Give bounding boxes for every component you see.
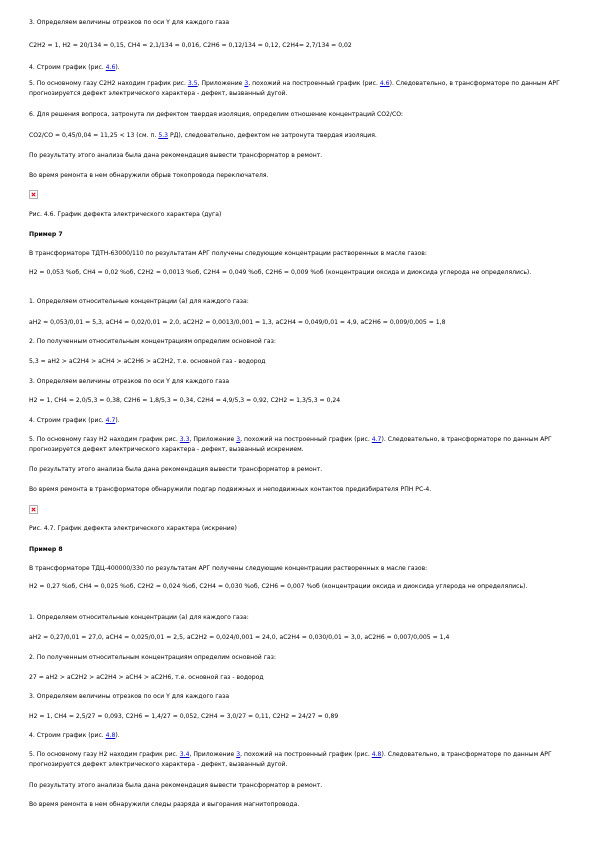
broken-image-icon: [29, 505, 38, 514]
y-segments-values: C2H2 = 1, H2 = 20/134 = 0,15, CH4 = 2,1/134 = 0,016, C2H6 = 0,12/134 = 0,12, C2H4= 2,7/134 = 0,02: [29, 42, 352, 49]
fig-link[interactable]: 4.8: [371, 751, 382, 758]
recommendation: По результату этого анализа была дана рекомендация вывести трансформатор в ремонт.: [29, 466, 323, 473]
fig-link[interactable]: 4.8: [105, 732, 116, 739]
y-segments-values: H2 = 1, CH4 = 2,5/27 = 0,093, C2H6 = 1,4/27 = 0,052, C2H4 = 3,0/27 = 0,11, C2H2 = 24/27 = 0,89: [29, 713, 339, 720]
step-3-heading: 3. Определяем величины отрезков по оси Y для каждого газа: [29, 378, 230, 385]
step-5-paragraph: 5. По основному газу H2 находим график рис. 3.3, Приложение 3, похожий на построенный график (рис. 4.7). Следовательно, в трансформаторе по данным АРГ прогнозируется дефект электрического характера - дефект, вызванный искрением.: [29, 436, 552, 453]
example-intro: В трансформаторе ТДЦ-400000/330 по результатам АРГ получены следующие концентрации растворенных в масле газов:: [29, 565, 428, 572]
repair-finding: Во время ремонта в трансформаторе обнаружили подгар подвижных и неподвижных контактов предизбирателя РПН РС-4.: [29, 486, 432, 493]
rd-section-link[interactable]: 5.3: [158, 132, 169, 139]
repair-finding: Во время ремонта в нем обнаружили следы разряда и выгорания магнитопровода.: [29, 801, 300, 808]
step-6-paragraph: 6. Для решения вопроса, затронута ли дефектом твердая изоляция, определим отношение концентраций CO2/CO:: [29, 111, 403, 118]
step-1-heading: 1. Определяем относительные концентрации (a) для каждого газа:: [29, 614, 249, 621]
step-5-paragraph: 5. По основному газу H2 находим график рис. 3.4, Приложение 3, похожий на построенный график (рис. 4.8). Следовательно, в трансформаторе по данным АРГ прогнозируется дефект электрического характера - дефект, вызванный дугой.: [29, 751, 552, 768]
step-4-paragraph: 4. Строим график (рис. 4.7).: [29, 417, 120, 424]
y-segments-values: H2 = 1, CH4 = 2,0/5,3 = 0,38, C2H6 = 1,8/5,3 = 0,34, C2H4 = 4,9/5,3 = 0,92, C2H2 = 1,3/5,3 = 0,24: [29, 397, 341, 404]
step-2-heading: 2. По полученным относительным концентрациям определим основной газ:: [29, 338, 276, 345]
appendix-link[interactable]: 3: [244, 80, 249, 87]
example-heading: Пример 8: [29, 546, 63, 553]
fig-link[interactable]: 4.6: [379, 80, 390, 87]
fig-link[interactable]: 3.5: [187, 80, 198, 87]
gas-concentrations: H2 = 0,053 %об, CH4 = 0,02 %об, C2H2 = 0,0013 %об, C2H4 = 0,049 %об, C2H6 = 0,009 %об (концентрации оксида и диоксида углерода не определялись).: [29, 269, 532, 276]
repair-finding: Во время ремонта в нем обнаружили обрыв токопровода переключателя.: [29, 172, 269, 179]
step-1-heading: 1. Определяем относительные концентрации (a) для каждого газа:: [29, 298, 249, 305]
co2-co-ratio: CO2/CO = 0,45/0,04 = 11,25 < 13 (см. п. 5.3 РД), следовательно, дефектом не затронута твердая изоляция.: [29, 132, 377, 139]
step-3-heading: 3. Определяем величины отрезков по оси Y для каждого газа: [29, 693, 230, 700]
broken-image-icon: [29, 190, 38, 199]
step-4-paragraph: 4. Строим график (рис. 4.8).: [29, 732, 120, 739]
recommendation: По результату этого анализа была дана рекомендация вывести трансформатор в ремонт.: [29, 782, 323, 789]
step-2-heading: 2. По полученным относительным концентрациям определим основной газ:: [29, 654, 276, 661]
figure-caption: Рис. 4.6. График дефекта электрического характера (дуга): [29, 211, 222, 218]
fig-link[interactable]: 4.7: [371, 436, 382, 443]
main-gas: 27 = aH2 > aC2H2 > aC2H4 > aCH4 > aC2H6, т.е. основной газ - водород: [29, 674, 264, 681]
recommendation: По результату этого анализа была дана рекомендация вывести трансформатор в ремонт.: [29, 152, 323, 159]
step-3-heading: 3. Определяем величины отрезков по оси Y для каждого газа: [29, 19, 230, 26]
fig-link[interactable]: 3.4: [179, 751, 190, 758]
fig-link[interactable]: 4.7: [105, 417, 116, 424]
step-4-paragraph: 4. Строим график (рис. 4.6).: [29, 64, 120, 71]
example-intro: В трансформаторе ТДТН-63000/110 по результатам АРГ получены следующие концентрации растворенных в масле газов:: [29, 250, 427, 257]
example-heading: Пример 7: [29, 231, 63, 238]
relative-concentrations: aH2 = 0,053/0,01 = 5,3, aCH4 = 0,02/0,01 = 2,0, aC2H2 = 0,0013/0,001 = 1,3, aC2H4 = 0,049/0,01 = 4,9, aC2H6 = 0,009/0,005 = 1,8: [29, 319, 446, 326]
step-5-paragraph: 5. По основному газу C2H2 находим график рис. 3.5, Приложение 3, похожий на построенный график (рис. 4.6). Следовательно, в трансформаторе по данным АРГ прогнозируется дефект электрического характера - дефект, вызванный дугой.: [29, 80, 560, 97]
main-gas: 5,3 = aH2 > aC2H4 > aCH4 > aC2H6 > aC2H2, т.е. основной газ - водород: [29, 358, 266, 365]
appendix-link[interactable]: 3: [236, 436, 241, 443]
fig-link[interactable]: 4.6: [105, 64, 116, 71]
figure-caption: Рис. 4.7. График дефекта электрического характера (искрение): [29, 525, 237, 532]
relative-concentrations: aH2 = 0,27/0,01 = 27,0, aCH4 = 0,025/0,01 = 2,5, aC2H2 = 0,024/0,001 = 24,0, aC2H4 = 0,030/0,01 = 3,0, aC2H6 = 0,007/0,005 = 1,4: [29, 634, 450, 641]
gas-concentrations: H2 = 0,27 %об, CH4 = 0,025 %об, C2H2 = 0,024 %об, C2H4 = 0,030 %об, C2H6 = 0,007 %об (концентрации оксида и диоксида углерода не определялись).: [29, 583, 528, 590]
fig-link[interactable]: 3.3: [179, 436, 190, 443]
appendix-link[interactable]: 3: [236, 751, 241, 758]
